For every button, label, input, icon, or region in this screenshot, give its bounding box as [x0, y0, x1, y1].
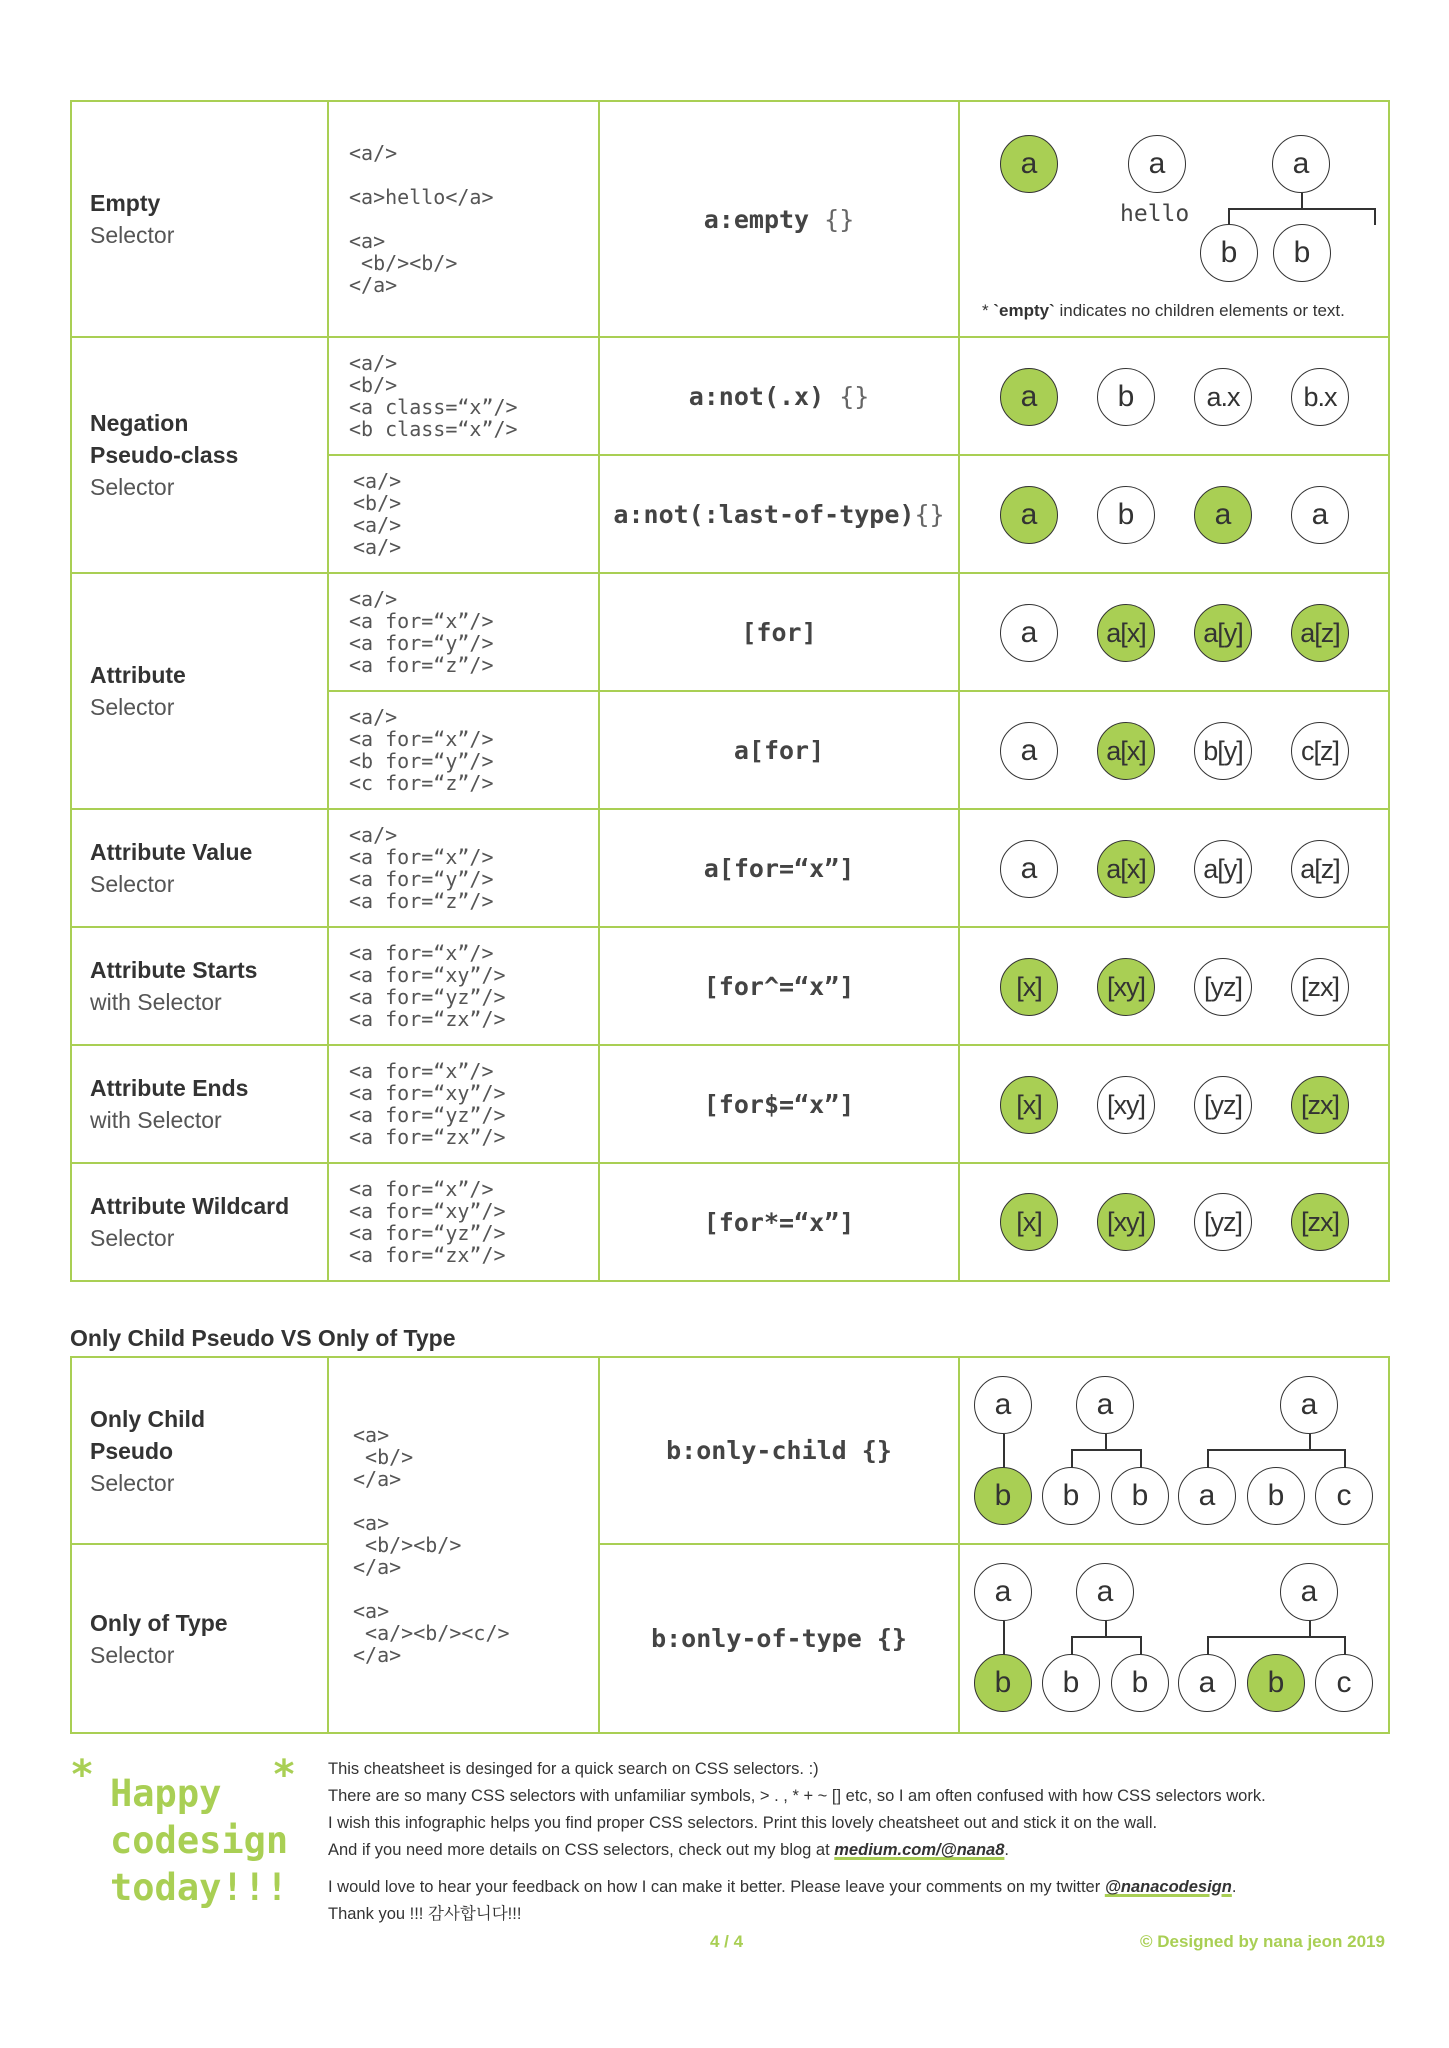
circle: b.x — [1291, 368, 1349, 426]
row-negation-diagram-1 — [960, 338, 1388, 456]
circle: b[y] — [1194, 722, 1252, 780]
only-of-type-diagram — [960, 1545, 1388, 1732]
row-empty-selector — [600, 102, 960, 338]
name-bold: Only Child Pseudo — [90, 1405, 205, 1464]
row-attribute-code-1: <a/> <a for=“x”/> <a for=“y”/> <a for=“z”/> — [329, 574, 600, 692]
tree-line — [1105, 1434, 1107, 1450]
circle: b — [1111, 1654, 1169, 1712]
row-negation-code-2: <a/> <b/> <a/> <a/> — [329, 456, 600, 574]
tree-line — [1301, 193, 1303, 209]
row-attribute-name — [72, 574, 329, 810]
circle: a[z] — [1291, 840, 1349, 898]
tree-line — [1003, 1621, 1005, 1655]
row-attr-wildcard-diagram — [960, 1164, 1388, 1280]
name-normal: with Selector — [90, 1107, 222, 1133]
circle: a — [1280, 1376, 1338, 1434]
row-attr-ends-diagram — [960, 1046, 1388, 1164]
tree-line — [1003, 1434, 1005, 1468]
footer-text: I would love to hear your feedback on how I can make it better. Please leave your comments on my twitter — [328, 1878, 1105, 1896]
circle: a — [1000, 840, 1058, 898]
row-attr-ends-selector: [for$=“x”] — [600, 1046, 960, 1164]
selector-braces: {} — [824, 381, 870, 411]
row-negation-diagram-2 — [960, 456, 1388, 574]
circle: b — [1042, 1467, 1100, 1525]
circle: a[x] — [1097, 604, 1155, 662]
name-bold: Attribute Starts — [90, 957, 258, 983]
circle: a — [1000, 135, 1058, 193]
row-attr-wildcard-selector: [for*=“x”] — [600, 1164, 960, 1280]
circle: a[y] — [1194, 840, 1252, 898]
selector-text: a:empty — [703, 204, 810, 234]
circle: b — [1042, 1654, 1100, 1712]
tree-line — [1207, 1449, 1209, 1468]
circle: a[z] — [1291, 604, 1349, 662]
blog-link[interactable]: medium.com/@nana8 — [834, 1841, 1005, 1859]
circle: [yz] — [1194, 958, 1252, 1016]
circle: [xy] — [1097, 958, 1155, 1016]
only-of-type-selector: b:only-of-type {} — [600, 1545, 960, 1732]
circle: [x] — [1000, 958, 1058, 1016]
name-normal: Selector — [90, 222, 175, 248]
row-attr-starts-diagram — [960, 928, 1388, 1046]
footer-line: I wish this infographic helps you find proper CSS selectors. Print this lovely cheatsheet out and stick it on the wall. — [328, 1814, 1158, 1832]
row-attr-starts-name — [72, 928, 329, 1046]
tree-line — [1071, 1636, 1073, 1655]
only-child-name — [72, 1358, 329, 1545]
tree-line — [1071, 1636, 1141, 1638]
circle: a — [1000, 604, 1058, 662]
name-bold: Attribute Wildcard — [90, 1193, 290, 1219]
circle: b — [1097, 486, 1155, 544]
circle: a — [1128, 135, 1186, 193]
circle: a — [1280, 1563, 1338, 1621]
row-attribute-selector-2: a[for] — [600, 692, 960, 810]
name-bold: Only of Type — [90, 1609, 228, 1636]
circle: b — [974, 1467, 1032, 1525]
row-attr-value-selector: a[for=“x”] — [600, 810, 960, 928]
circle: a — [1178, 1654, 1236, 1712]
circle: [zx] — [1291, 1076, 1349, 1134]
name-normal: Selector — [90, 1641, 175, 1668]
tree-line — [1071, 1449, 1141, 1451]
name-normal: Selector — [90, 1469, 175, 1496]
selector-braces: {} — [914, 499, 945, 529]
twitter-link[interactable]: @nanacodesign — [1104, 1878, 1232, 1896]
note-rest: indicates no children elements or text. — [1054, 301, 1345, 320]
circle: b — [1200, 224, 1258, 282]
only-child-diagram — [960, 1358, 1388, 1545]
selector-text: a:not(:last-of-type) — [613, 499, 915, 529]
row-empty-name — [72, 102, 329, 338]
footer-text: And if you need more details on CSS selectors, check out my blog at — [328, 1841, 835, 1859]
circle: b — [1247, 1467, 1305, 1525]
tree-line — [1228, 208, 1230, 225]
circle: a — [1194, 486, 1252, 544]
circle: a[x] — [1097, 722, 1155, 780]
happy-codesign: Happy codesign today!!! — [110, 1772, 289, 1909]
row-attr-value-code: <a/> <a for=“x”/> <a for=“y”/> <a for=“z”/> — [329, 810, 600, 928]
only-child-selector: b:only-child {} — [600, 1358, 960, 1545]
circle: b — [1273, 224, 1331, 282]
hello-text: hello — [1120, 201, 1190, 227]
row-attribute-diagram-1 — [960, 574, 1388, 692]
name-bold: Attribute Value — [90, 839, 253, 865]
selector-braces: {} — [809, 204, 855, 234]
row-attr-wildcard-name — [72, 1164, 329, 1280]
tree-line — [1374, 208, 1376, 225]
circle: a — [1272, 135, 1330, 193]
name-normal: Selector — [90, 871, 175, 897]
circle: b — [974, 1654, 1032, 1712]
name-normal: Selector — [90, 474, 175, 500]
circle: a.x — [1194, 368, 1252, 426]
row-attr-starts-selector: [for^=“x”] — [600, 928, 960, 1046]
circle: b — [1247, 1654, 1305, 1712]
star-icon: * — [272, 1752, 297, 1798]
row-negation-selector-2 — [600, 456, 960, 574]
circle: [x] — [1000, 1193, 1058, 1251]
circle: a[y] — [1194, 604, 1252, 662]
circle: a[x] — [1097, 840, 1155, 898]
star-icon: * — [70, 1752, 95, 1798]
circle: a — [1076, 1376, 1134, 1434]
credit: © Designed by nana jeon 2019 — [1140, 1932, 1385, 1951]
name-bold: Attribute Ends — [90, 1075, 249, 1101]
row-attr-ends-code: <a for=“x”/> <a for=“xy”/> <a for=“yz”/> <a for=“zx”/> — [329, 1046, 600, 1164]
circle: c — [1315, 1467, 1373, 1525]
section-title: Only Child Pseudo VS Only of Type — [70, 1325, 456, 1351]
row-empty-diagram — [960, 102, 1388, 338]
footer-line — [328, 1874, 1236, 1901]
only-of-type-name — [72, 1545, 329, 1732]
footer-text: . — [1004, 1841, 1009, 1859]
row-attr-ends-name — [72, 1046, 329, 1164]
circle: a — [1000, 486, 1058, 544]
circle: a — [1000, 368, 1058, 426]
only-child-table — [70, 1356, 1390, 1734]
circle: [xy] — [1097, 1076, 1155, 1134]
circle: c[z] — [1291, 722, 1349, 780]
row-attribute-code-2: <a/> <a for=“x”/> <b for=“y”/> <c for=“z”/> — [329, 692, 600, 810]
footer-line — [328, 1837, 1009, 1864]
tree-line — [1071, 1449, 1073, 1468]
circle: [yz] — [1194, 1193, 1252, 1251]
name-bold: Empty — [90, 190, 161, 216]
row-empty-code: <a/> <a>hello</a> <a> <b/><b/> </a> — [329, 102, 600, 338]
circle: [x] — [1000, 1076, 1058, 1134]
page-number: 4 / 4 — [710, 1932, 744, 1951]
name-bold: Attribute — [90, 662, 186, 688]
row-attr-value-diagram — [960, 810, 1388, 928]
tree-line — [1228, 208, 1303, 210]
circle: b — [1097, 368, 1155, 426]
circle: [yz] — [1194, 1076, 1252, 1134]
circle: a — [1178, 1467, 1236, 1525]
tree-line — [1140, 1636, 1142, 1655]
circle: a — [974, 1563, 1032, 1621]
name-normal: with Selector — [90, 989, 222, 1015]
footer-text: . — [1231, 1878, 1237, 1896]
only-child-code: <a> <b/> </a> <a> <b/><b/> </a> <a> <a/><b/><c/> </a> — [329, 1358, 600, 1732]
row-attribute-diagram-2 — [960, 692, 1388, 810]
footer-line: This cheatsheet is desinged for a quick search on CSS selectors. :) — [328, 1760, 819, 1778]
footer-line: Thank you !!! 감사합니다!!! — [328, 1905, 522, 1923]
row-attr-wildcard-code: <a for=“x”/> <a for=“xy”/> <a for=“yz”/> <a for=“zx”/> — [329, 1164, 600, 1280]
circle: [xy] — [1097, 1193, 1155, 1251]
circle: [zx] — [1291, 1193, 1349, 1251]
tree-line — [1344, 1449, 1346, 1468]
name-normal: Selector — [90, 1225, 175, 1251]
circle: a — [1291, 486, 1349, 544]
note-bold: `empty` — [993, 301, 1055, 320]
tree-line — [1140, 1449, 1142, 1468]
row-attr-value-name — [72, 810, 329, 928]
footer-line: There are so many CSS selectors with unfamiliar symbols, > . , * + ~ [] etc, so I am often confused with how CSS selectors work. — [328, 1787, 1266, 1805]
tree-line — [1309, 1434, 1311, 1450]
tree-line — [1207, 1449, 1345, 1451]
tree-line — [1301, 208, 1376, 210]
name-bold: Negation Pseudo-class — [90, 410, 239, 468]
tree-line — [1207, 1636, 1209, 1655]
selector-text: a:not(.x) — [688, 381, 825, 411]
tree-line — [1207, 1636, 1345, 1638]
row-attr-starts-code: <a for=“x”/> <a for=“xy”/> <a for=“yz”/> <a for=“zx”/> — [329, 928, 600, 1046]
name-normal: Selector — [90, 694, 175, 720]
selector-table — [70, 100, 1390, 1282]
empty-note: * `empty` indicates no children elements or text. — [982, 301, 1345, 320]
circle: a — [1076, 1563, 1134, 1621]
circle: c — [1315, 1654, 1373, 1712]
row-attribute-selector-1: [for] — [600, 574, 960, 692]
circle: b — [1111, 1467, 1169, 1525]
tree-line — [1105, 1621, 1107, 1637]
circle: [zx] — [1291, 958, 1349, 1016]
tree-line — [1309, 1621, 1311, 1637]
row-negation-selector-1 — [600, 338, 960, 456]
row-negation-code-1: <a/> <b/> <a class=“x”/> <b class=“x”/> — [329, 338, 600, 456]
row-negation-name — [72, 338, 329, 574]
circle: a — [974, 1376, 1032, 1434]
circle: a — [1000, 722, 1058, 780]
tree-line — [1344, 1636, 1346, 1655]
